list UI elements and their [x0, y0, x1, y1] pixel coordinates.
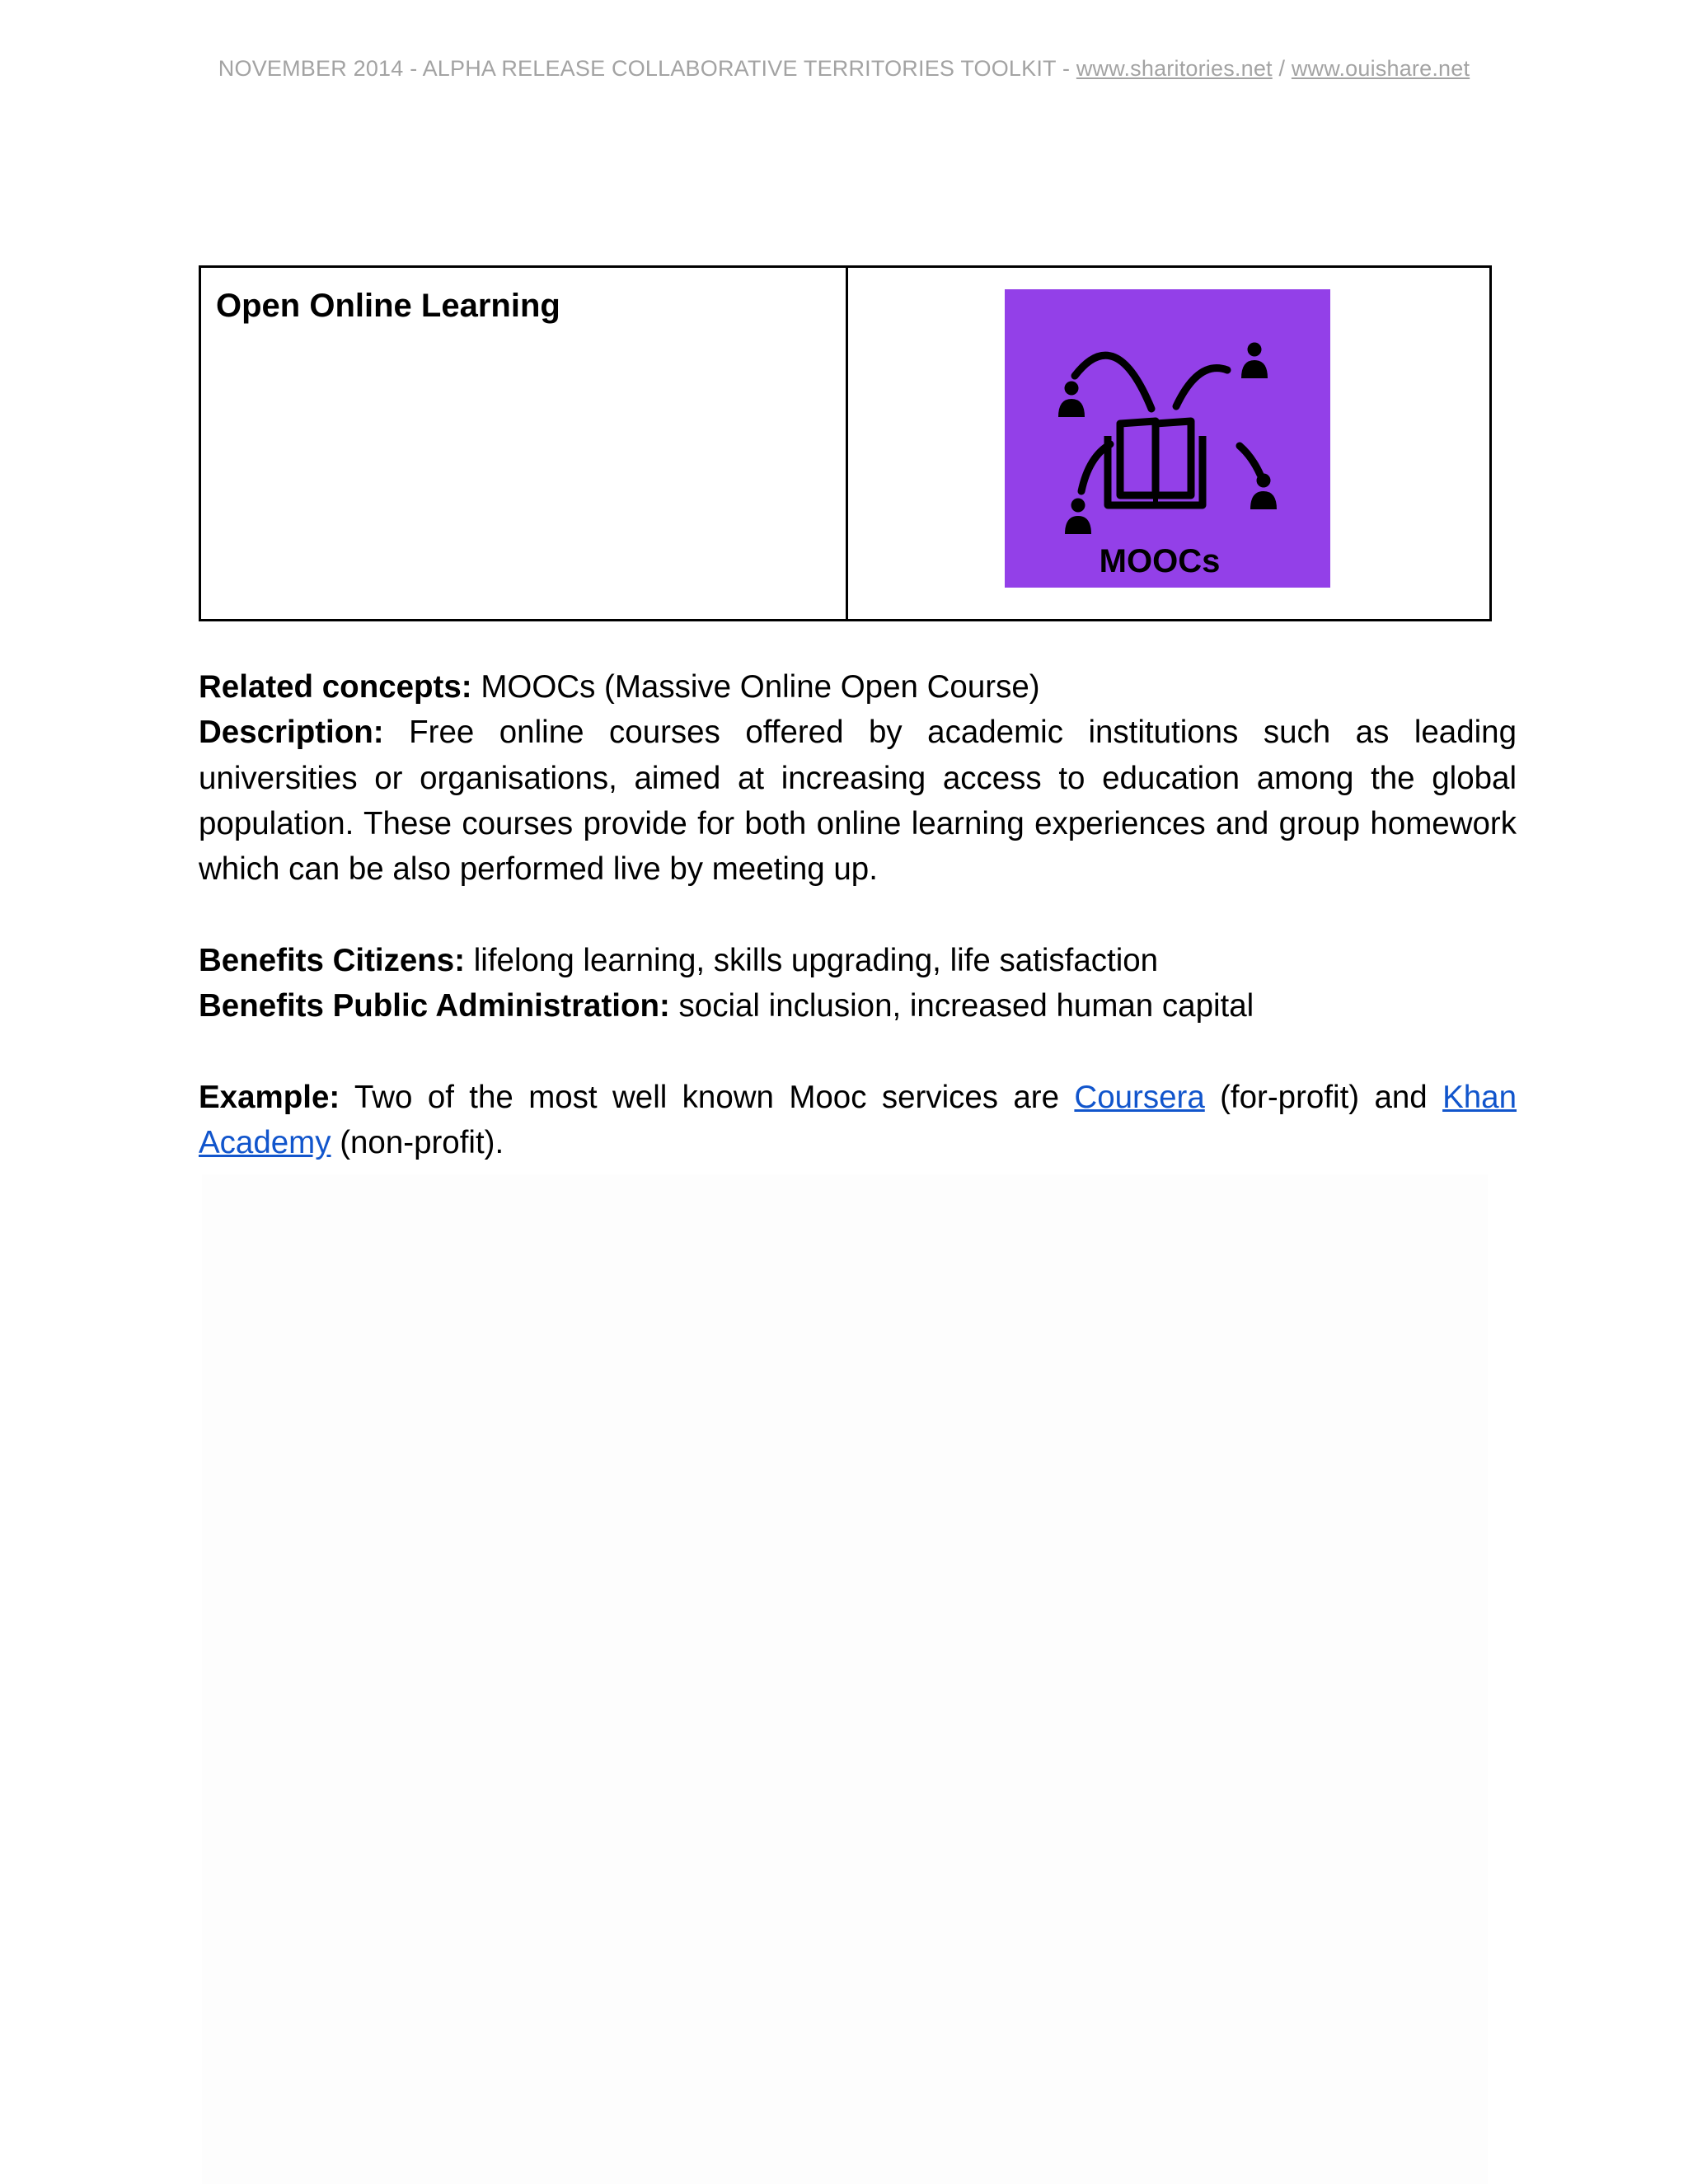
khan-academy-link[interactable]: Khan Academy [199, 1079, 1517, 1160]
benefits-citizens-label: Benefits Citizens: [199, 942, 466, 978]
mooc-network-icon [1005, 289, 1330, 588]
page-background-shade [202, 1174, 1488, 2184]
example-text: (for-profit) and [1204, 1079, 1443, 1115]
related-concepts-text: MOOCs (Massive Online Open Course) [471, 669, 1040, 705]
paragraph-spacer [199, 1029, 1517, 1074]
related-concepts-paragraph [199, 664, 1517, 710]
benefits-citizens-paragraph [199, 938, 1517, 983]
header-link-sharitories[interactable]: www.sharitories.net [1076, 56, 1273, 81]
entry-title: Open Online Learning [216, 288, 560, 324]
example-text: (non-profit). [331, 1124, 504, 1160]
example-text: Two of the most well known Mooc services are [340, 1079, 1075, 1115]
header-text: NOVEMBER 2014 - ALPHA RELEASE COLLABORATIVE TERRITORIES TOOLKIT - [218, 56, 1076, 81]
related-concepts-label: Related concepts: [199, 669, 472, 705]
page-header [0, 56, 1688, 82]
description-text: Free online courses offered by academic institutions such as leading universities or organisations, aimed at increasing access to education among the global population. These courses provide for both online learning experiences and group homework which can be also performed live by meeting up. [199, 715, 1517, 888]
description-paragraph [199, 710, 1517, 892]
header-link-ouishare[interactable]: www.ouishare.net [1291, 56, 1470, 81]
benefits-citizens-text: lifelong learning, skills upgrading, life satisfaction [465, 942, 1159, 978]
example-label: Example: [199, 1079, 340, 1115]
paragraph-spacer [199, 892, 1517, 937]
benefits-admin-label: Benefits Public Administration: [199, 988, 670, 1024]
entry-table [199, 265, 1492, 621]
description-label: Description: [199, 715, 384, 751]
example-paragraph [199, 1075, 1517, 1166]
entry-logo-cell [847, 267, 1491, 621]
coursera-link[interactable]: Coursera [1074, 1079, 1205, 1115]
benefits-admin-text: social inclusion, increased human capital [669, 988, 1254, 1024]
entry-body [199, 664, 1517, 1165]
logo-text: MOOCs [1099, 543, 1221, 579]
mooc-logo [1005, 289, 1330, 588]
header-separator: / [1272, 56, 1292, 81]
benefits-admin-paragraph [199, 983, 1517, 1029]
entry-row [200, 267, 1491, 621]
entry-title-cell [200, 267, 847, 621]
